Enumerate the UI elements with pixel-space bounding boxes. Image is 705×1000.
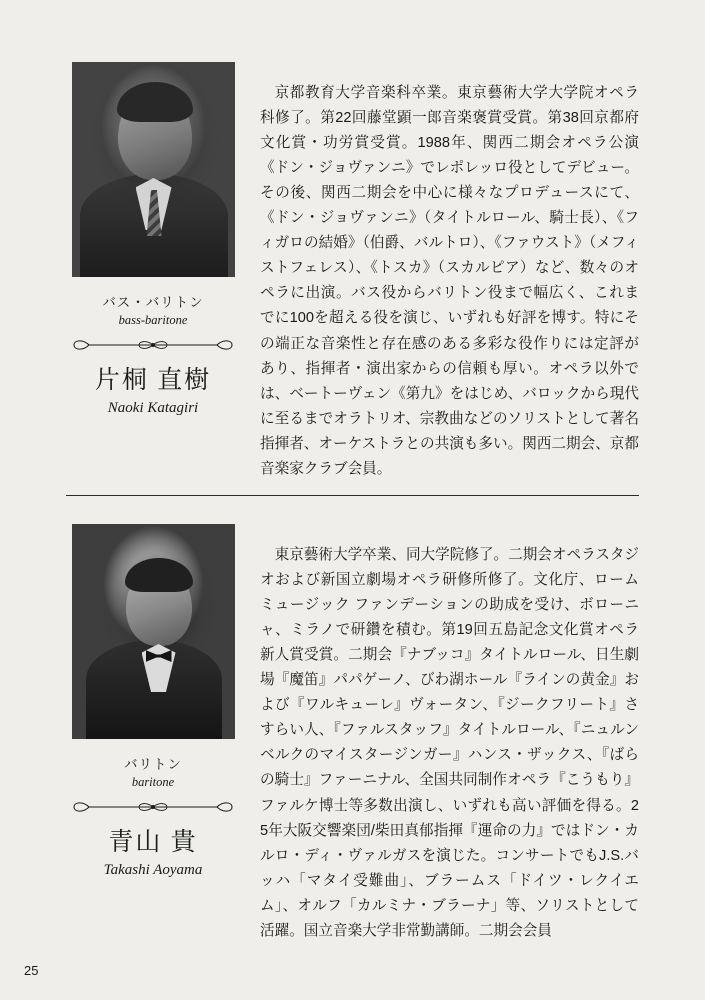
ornamental-divider-icon (69, 338, 237, 352)
voice-type-japanese: バリトン (124, 757, 182, 772)
page-number: 25 (24, 963, 39, 978)
performer-biography-column (240, 62, 639, 497)
performer-portrait-column (66, 62, 240, 417)
performer-biography-text: 東京藝術大学卒業、同大学院修了。二期会オペラスタジオおよび新国立劇場オペラ研修所修了。文化庁、ローム ミュージック ファンデーションの助成を受け、ボローニャ、ミラノで研鑽を積む。第19回五島記念文化賞オペラ新人賞受賞。二期会『ナブッコ』タイトルロール、日生劇場『魔笛』パパゲーノ、びわ湖ホール『ラインの黄金』および『ワルキューレ』ヴォータン、『ジークフリート』さすらい人、『ファルスタッフ』タイトルロール、『ニュルンベルクのマイスタージンガー』ハンス・ザックス、『ばらの騎士』ファーニナル、全国共同制作オペラ『こうもり』ファルケ博士等多数出演し、いずれも高い評価を得る。25年大阪交響楽団/柴田真郁指揮『運命の力』ではドン・カルロ・ディ・ヴァルガスを演じた。コンサートでもJ.S.バッハ「マタイ受難曲」、ブラームス「ドイツ・レクイエム」、オルフ「カルミナ・ブラーナ」等、ソリストとして活躍。国立音楽大学非常勤講師。二期会会員 (260, 546, 640, 939)
performer-name-japanese: 青山 貴 (108, 829, 198, 856)
performer-name-english: Takashi Aoyama (103, 862, 203, 878)
performer-portrait-photo (72, 524, 235, 739)
performer-name-japanese: 片桐 直樹 (94, 367, 212, 394)
performer-entry (66, 62, 639, 497)
portrait-hair-shape (125, 558, 193, 592)
performer-portrait-photo (72, 62, 235, 277)
performer-name-english: Naoki Katagiri (107, 400, 199, 416)
voice-type-japanese: バス・バリトン (102, 295, 204, 310)
performer-entry (66, 524, 639, 959)
performer-biography-column (240, 524, 639, 959)
portrait-hair-shape (117, 82, 193, 122)
section-divider (66, 495, 639, 496)
performer-portrait-column (66, 524, 240, 879)
performer-biography-text: 京都教育大学音楽科卒業。東京藝術大学大学院オペラ科修了。第22回藤堂顕一郎音楽褒賞受賞。第38回京都府文化賞・功労賞受賞。1988年、関西二期会オペラ公演《ドン・ジョヴァンニ》でレポレッロ役としてデビュー。その後、関西二期会を中心に様々なプロデュースにて、《ドン・ジョヴァンニ》（タイトルロール、騎士長）、《フィガロの結婚》（伯爵、バルトロ）、《ファウスト》（メフィストフェレス）、《トスカ》（スカルピア）など、数々のオペラに出演。バス役からバリトン役まで幅広く、これまでに100を超える役を演じ、いずれも好評を博す。特にその端正な音楽性と存在感のある多彩な役作りには定評があり、指揮者・演出家からの信頼も厚い。オペラ以外では、ベートーヴェン《第九》をはじめ、バロックから現代に至るまでオラトリオ、宗教曲などのソリストとして著名指揮者、オーケストラとの共演も多い。関西二期会、京都音楽家クラブ会員。 (260, 84, 639, 477)
voice-type-english: baritone (131, 775, 175, 789)
voice-type-english: bass-baritone (118, 313, 188, 327)
ornamental-divider-icon (69, 800, 237, 814)
